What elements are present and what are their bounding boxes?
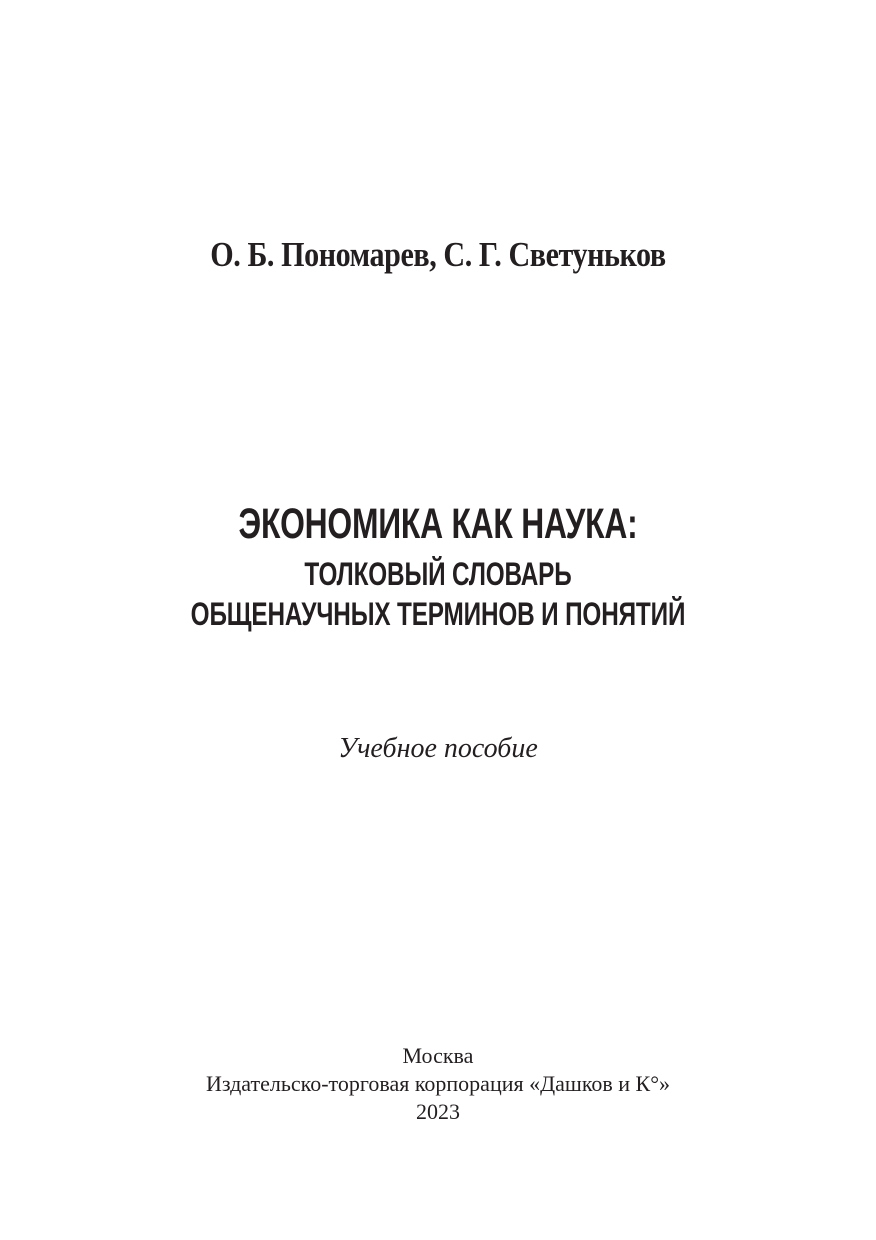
imprint (0, 1042, 876, 1126)
title-subtitle-line-2: ОБЩЕНАУЧНЫХ ТЕРМИНОВ И ПОНЯТИЙ (190, 596, 686, 632)
genre-label: Учебное пособие (338, 733, 538, 764)
title-main: ЭКОНОМИКА КАК НАУКА: (238, 500, 638, 548)
imprint-year: 2023 (416, 1099, 460, 1124)
book-title (0, 494, 876, 634)
authors: О. Б. Пономарев, С. Г. Светуньков (210, 235, 666, 274)
title-subtitle-line-1: ТОЛКОВЫЙ СЛОВАРЬ (304, 556, 572, 592)
imprint-publisher: Издательско-торговая корпорация «Дашков и К°» (205, 1071, 671, 1096)
imprint-city: Москва (402, 1043, 474, 1068)
